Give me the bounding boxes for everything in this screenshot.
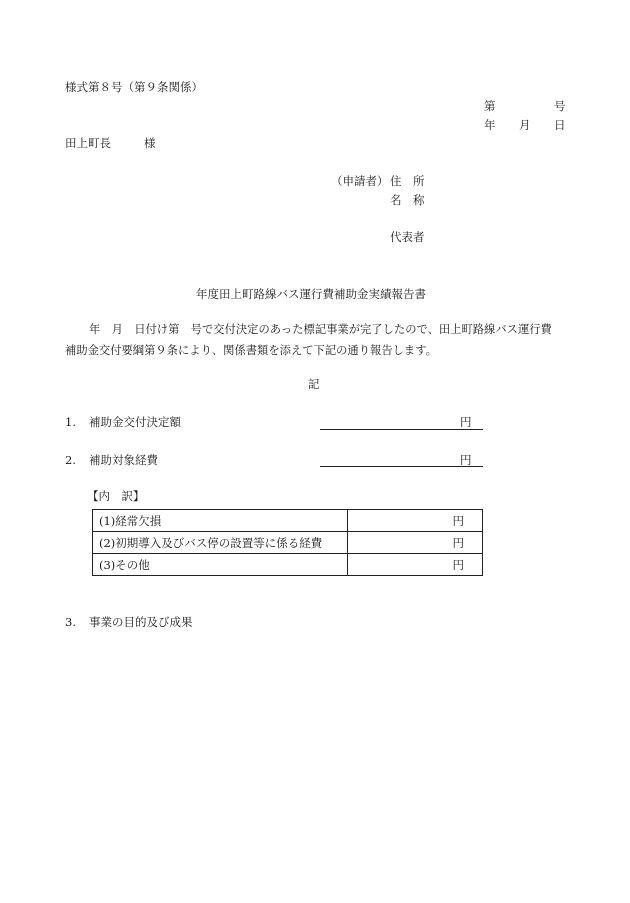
document-number-prefix: 第 (484, 99, 496, 113)
item-3-label: 事業の目的及び成果 (89, 615, 193, 629)
date-day: 日 (554, 118, 566, 132)
breakdown-row-unit: 円 (348, 554, 483, 576)
item-2-amount-underline (320, 466, 483, 467)
applicant-representative-label: 代表者 (390, 230, 425, 244)
applicant-address-label: 住 所 (390, 174, 425, 188)
form-label: 様式第８号（第９条関係） (65, 80, 203, 94)
item-1-unit: 円 (460, 415, 472, 429)
ki-heading: 記 (308, 377, 320, 391)
breakdown-row-label: (2)初期導入及びバス停の設置等に係る経費 (93, 532, 348, 554)
item-2-number: 2. (65, 453, 76, 467)
applicant-role: （申請者） (331, 174, 389, 188)
date-year: 年 (484, 118, 496, 132)
breakdown-row-label: (1)経常欠損 (93, 510, 348, 532)
breakdown-row-unit: 円 (348, 510, 483, 532)
table-row (93, 554, 483, 576)
date-month: 月 (519, 118, 531, 132)
addressee-honorific: 様 (144, 136, 156, 150)
addressee-title: 田上町長 (65, 136, 111, 150)
body-text-line-1: 年 月 日付け第 号で交付決定のあった標記事業が完了したので、田上町路線バス運行費 (89, 323, 552, 336)
item-1-label: 補助金交付決定額 (89, 415, 181, 429)
item-2-label: 補助対象経費 (89, 453, 158, 467)
applicant-name-label: 名 称 (390, 193, 425, 207)
item-1-amount-underline (320, 429, 483, 430)
breakdown-row-label: (3)その他 (93, 554, 348, 576)
breakdown-row-unit: 円 (348, 532, 483, 554)
breakdown-heading: 【内 訳】 (87, 489, 145, 503)
table-row (93, 532, 483, 554)
breakdown-table (92, 509, 483, 576)
body-text-line-2: 補助金交付要綱第９条により、関係書類を添えて下記の通り報告します。 (65, 344, 437, 357)
document-number-suffix: 号 (554, 99, 566, 113)
document-title: 年度田上町路線バス運行費補助金実績報告書 (196, 287, 426, 301)
table-row (93, 510, 483, 532)
item-3-number: 3. (65, 615, 76, 629)
item-1-number: 1. (65, 415, 76, 429)
item-2-unit: 円 (460, 453, 472, 467)
